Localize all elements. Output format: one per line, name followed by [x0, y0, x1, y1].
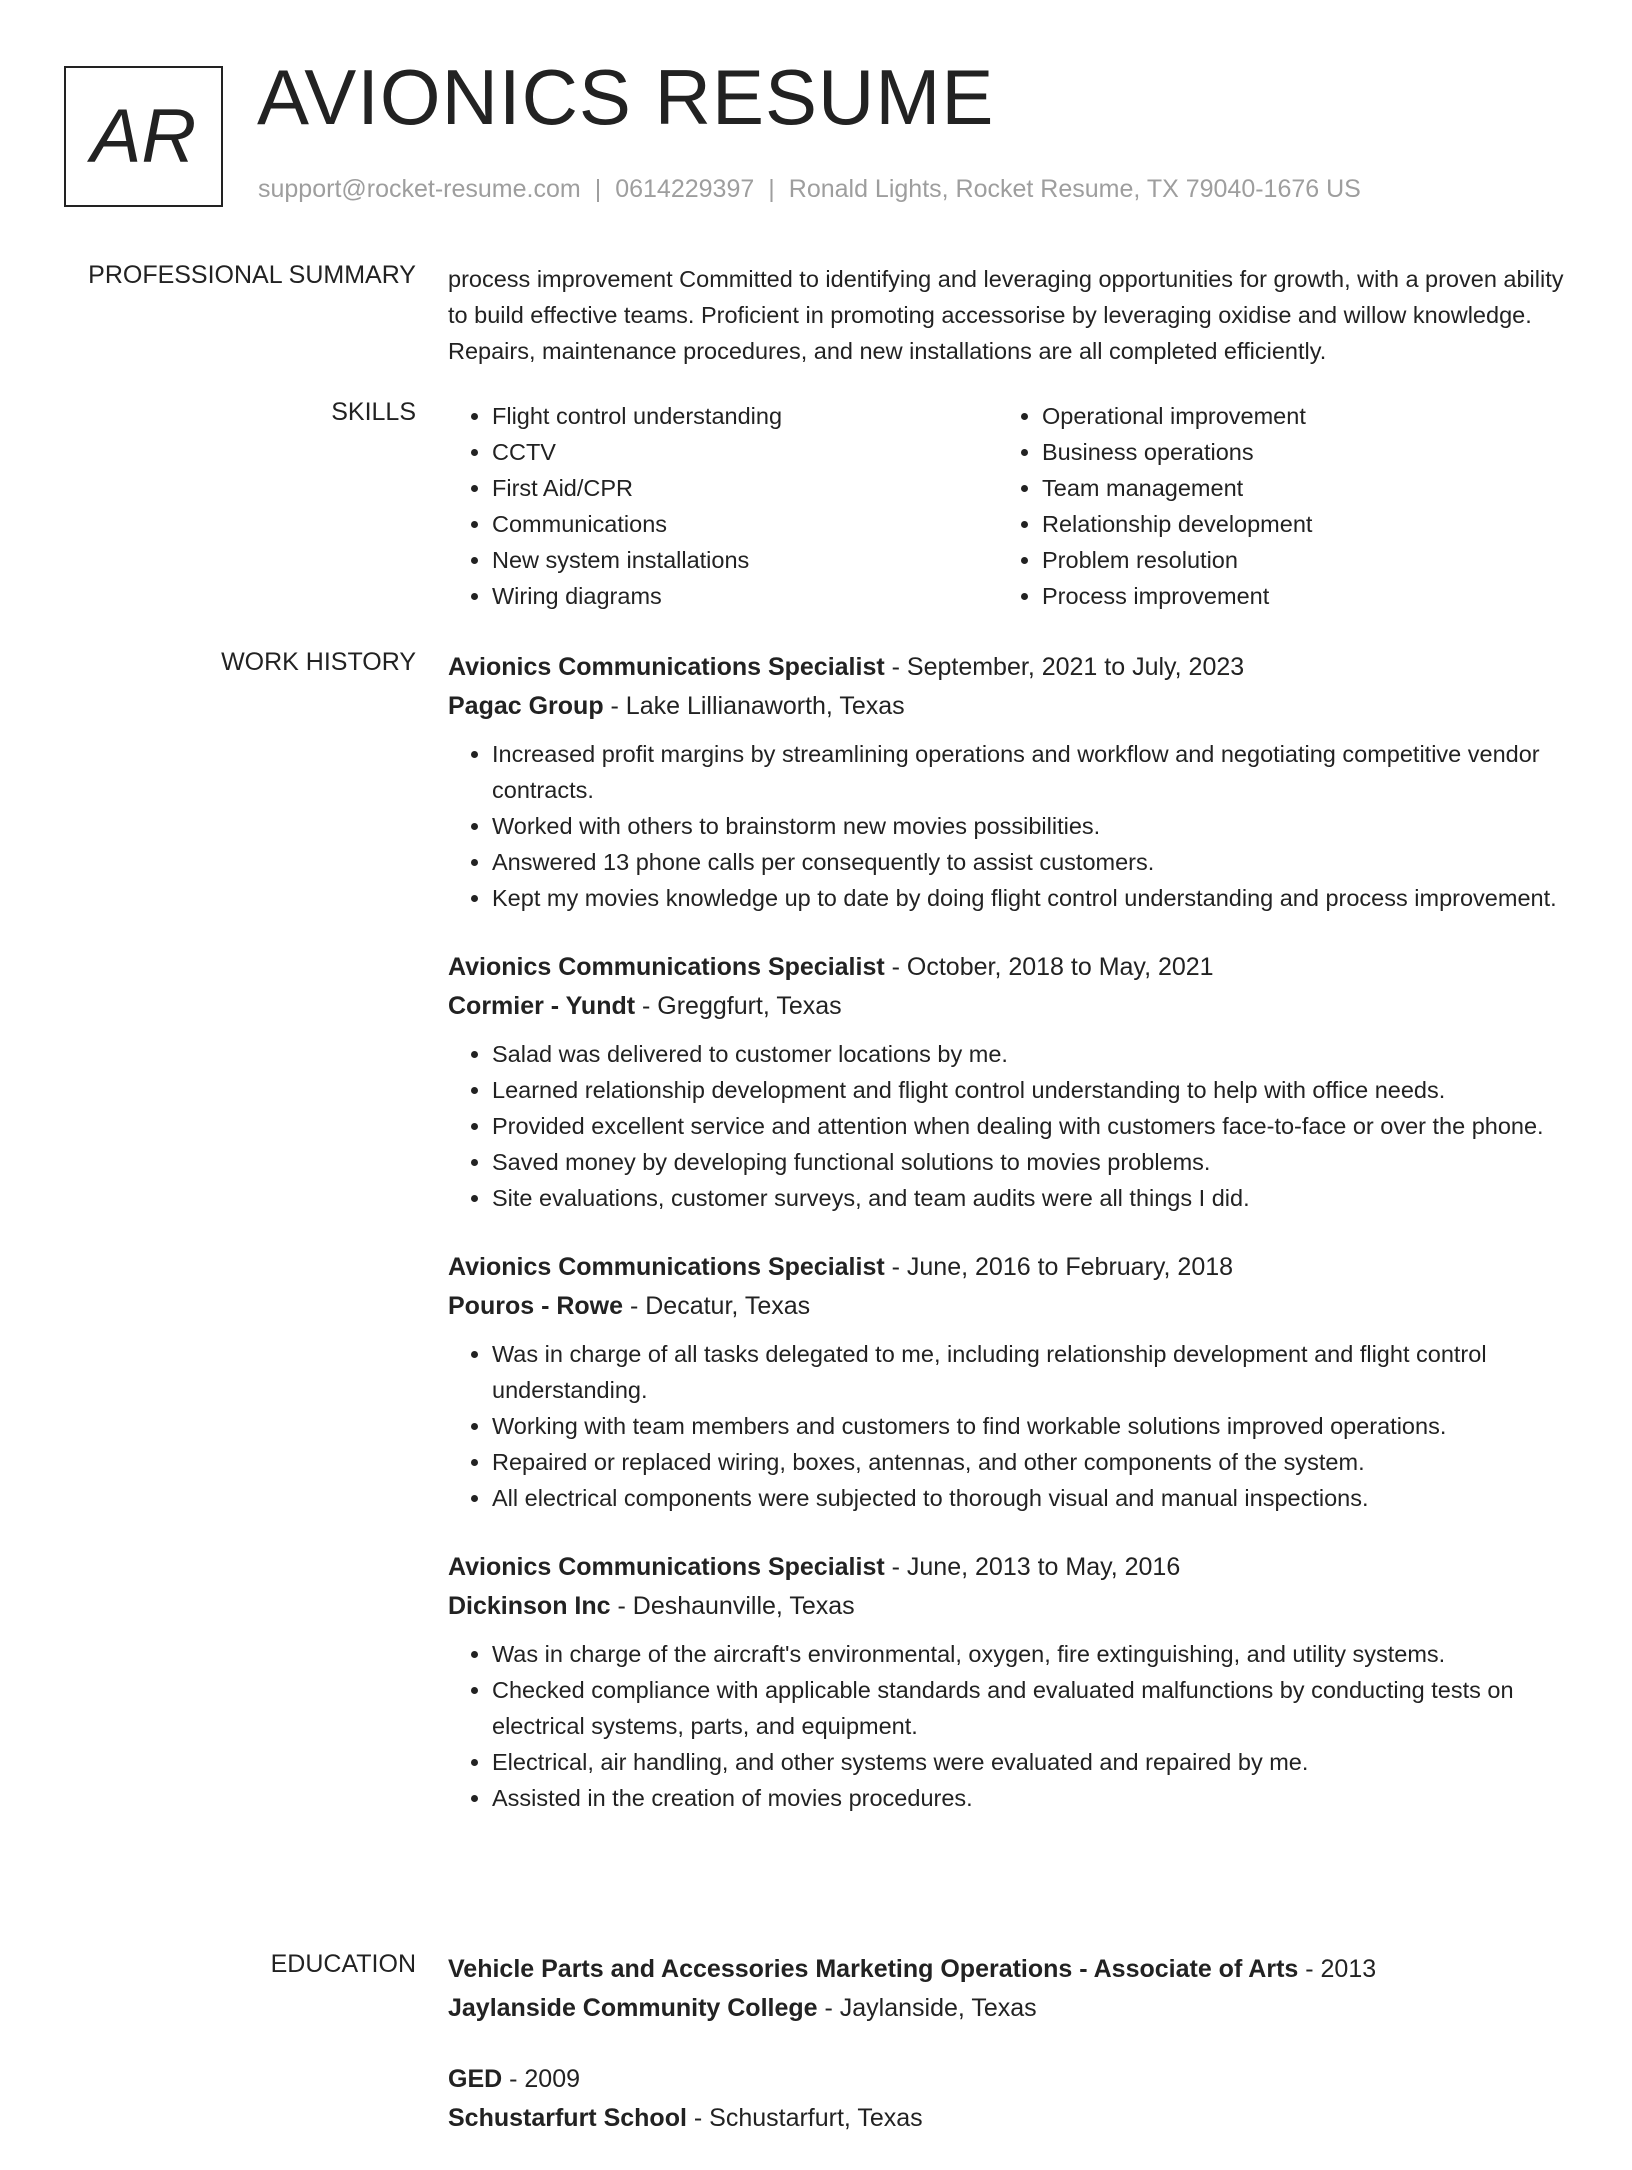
education-entry	[448, 2060, 1568, 2138]
company-name: Dickinson Inc	[448, 1592, 611, 1620]
job-bullet: • Saved money by developing functional solutions to movies problems.	[492, 1144, 1568, 1180]
job-bullet: • Increased profit margins by streamlining operations and workflow and negotiating competitive vendor contracts.	[492, 736, 1568, 808]
skill-item: • Process improvement	[1042, 578, 1548, 614]
contact-email[interactable]: support@rocket-resume.com	[258, 175, 581, 203]
contact-separator: |	[768, 175, 775, 203]
degree-year: - 2009	[502, 2065, 581, 2093]
degree-year: - 2013	[1298, 1955, 1377, 1983]
section-label: PROFESSIONAL SUMMARY	[88, 261, 416, 289]
contact-phone[interactable]: 0614229397	[615, 175, 755, 203]
skill-item: • Wiring diagrams	[492, 578, 998, 614]
school-location: - Jaylanside, Texas	[817, 1994, 1037, 2022]
company-location: - Lake Lillianaworth, Texas	[603, 692, 905, 720]
company-name: Cormier - Yundt	[448, 992, 636, 1020]
contact-line	[258, 175, 1361, 204]
job-bullet: • All electrical components were subjected to thorough visual and manual inspections.	[492, 1480, 1568, 1516]
job-bullet: • Worked with others to brainstorm new movies possibilities.	[492, 808, 1568, 844]
job-bullet: • Checked compliance with applicable standards and evaluated malfunctions by conducting tests on electrical systems, parts, and equipment.	[492, 1672, 1568, 1744]
contact-address: Ronald Lights, Rocket Resume, TX 79040-1676 US	[788, 175, 1361, 203]
skill-item: • Communications	[492, 506, 998, 542]
contact-separator: |	[594, 175, 602, 203]
degree-name: Vehicle Parts and Accessories Marketing Operations - Associate of Arts	[448, 1955, 1299, 1983]
skills-body	[448, 398, 1568, 614]
skill-item: • Business operations	[1042, 434, 1548, 470]
skills-list-left	[448, 398, 998, 614]
job-bullet: • Site evaluations, customer surveys, and team audits were all things I did.	[492, 1180, 1568, 1216]
job-dates: - June, 2016 to February, 2018	[884, 1253, 1234, 1281]
job-bullets	[448, 1336, 1568, 1516]
job-bullet: • Working with team members and customers to find workable solutions improved operations.	[492, 1408, 1568, 1444]
monogram-initials: AR	[90, 94, 197, 179]
company-name: Pagac Group	[448, 692, 604, 720]
company-location: - Deshaunville, Texas	[610, 1592, 855, 1620]
school-location: - Schustarfurt, Texas	[686, 2104, 923, 2132]
job-bullet: • Answered 13 phone calls per consequently to assist customers.	[492, 844, 1568, 880]
skill-item: • New system installations	[492, 542, 998, 578]
skill-item: • Operational improvement	[1042, 398, 1548, 434]
work-history-body	[448, 648, 1568, 1848]
job-bullets	[448, 1636, 1568, 1816]
job-bullets	[448, 736, 1568, 916]
job-title: Avionics Communications Specialist	[448, 653, 885, 681]
job-entry	[448, 1548, 1568, 1816]
job-bullet: • Electrical, air handling, and other systems were evaluated and repaired by me.	[492, 1744, 1568, 1780]
monogram-box	[64, 66, 223, 207]
job-bullet: • Kept my movies knowledge up to date by doing flight control understanding and process improvement.	[492, 880, 1568, 916]
section-label: EDUCATION	[270, 1950, 416, 1978]
skill-item: • Flight control understanding	[492, 398, 998, 434]
company-name: Pouros - Rowe	[448, 1292, 624, 1320]
job-bullet: • Provided excellent service and attention when dealing with customers face-to-face or over the phone.	[492, 1108, 1568, 1144]
job-entry	[448, 1248, 1568, 1516]
skill-item: • Problem resolution	[1042, 542, 1548, 578]
job-dates: - September, 2021 to July, 2023	[884, 653, 1245, 681]
summary-body	[448, 261, 1568, 369]
job-bullet: • Salad was delivered to customer locations by me.	[492, 1036, 1568, 1072]
job-title: Avionics Communications Specialist	[448, 953, 885, 981]
job-bullet: • Assisted in the creation of movies procedures.	[492, 1780, 1568, 1816]
job-title: Avionics Communications Specialist	[448, 1553, 885, 1581]
section-label: SKILLS	[331, 398, 416, 426]
company-location: - Greggfurt, Texas	[635, 992, 842, 1020]
section-label: WORK HISTORY	[221, 648, 416, 676]
job-entry	[448, 948, 1568, 1216]
school-name: Schustarfurt School	[448, 2104, 687, 2132]
degree-name: GED	[448, 2065, 503, 2093]
job-bullet: • Learned relationship development and flight control understanding to help with office needs.	[492, 1072, 1568, 1108]
skill-item: • First Aid/CPR	[492, 470, 998, 506]
company-location: - Decatur, Texas	[623, 1292, 811, 1320]
skill-item: • Team management	[1042, 470, 1548, 506]
job-bullet: • Repaired or replaced wiring, boxes, antennas, and other components of the system.	[492, 1444, 1568, 1480]
job-dates: - June, 2013 to May, 2016	[884, 1553, 1181, 1581]
school-name: Jaylanside Community College	[448, 1994, 818, 2022]
job-bullet: • Was in charge of the aircraft's environmental, oxygen, fire extinguishing, and utility systems.	[492, 1636, 1568, 1672]
job-entry	[448, 648, 1568, 916]
skill-item: • CCTV	[492, 434, 998, 470]
job-bullet: • Was in charge of all tasks delegated to me, including relationship development and flight control understanding.	[492, 1336, 1568, 1408]
job-title: Avionics Communications Specialist	[448, 1253, 885, 1281]
skill-item: • Relationship development	[1042, 506, 1548, 542]
education-body	[448, 1950, 1568, 2170]
education-entry	[448, 1950, 1568, 2028]
job-bullets	[448, 1036, 1568, 1216]
job-dates: - October, 2018 to May, 2021	[884, 953, 1214, 981]
summary-text: process improvement Committed to identifying and leveraging opportunities for growth, with a proven ability to build effective teams. Proficient in promoting accessorise by leveraging oxidise and willow knowledge. Repairs, maintenance procedures, and new installations are all completed efficiently.	[448, 266, 1564, 364]
skills-list-right	[998, 398, 1548, 614]
resume-title: AVIONICS RESUME	[257, 53, 995, 141]
